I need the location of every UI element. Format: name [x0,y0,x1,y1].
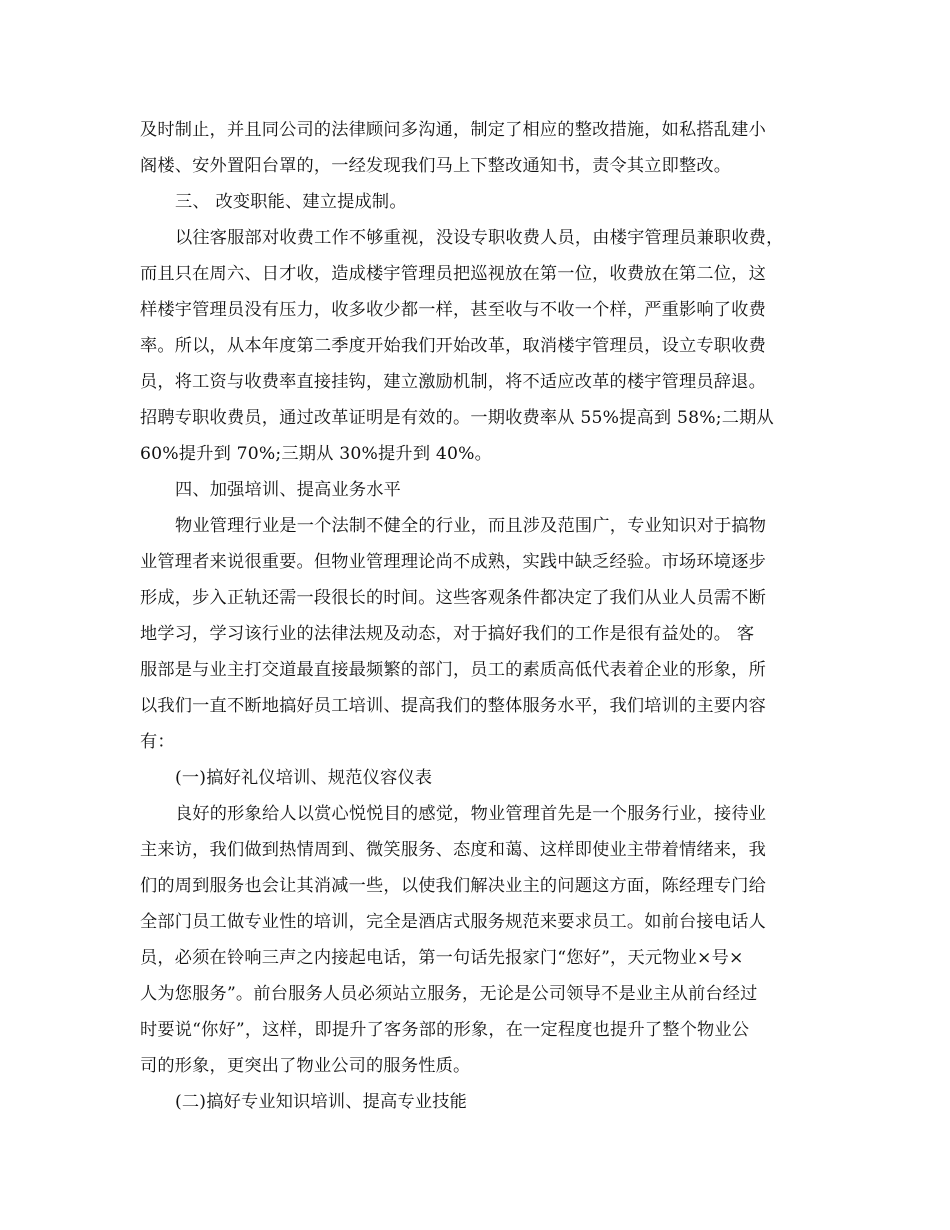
text-line: 60%提升到 70%;三期从 30%提升到 40%。 [140,444,493,464]
text-line: 主来访，我们做到热情周到、微笑服务、态度和蔼、这样即使业主带着情绪来，我 [140,840,766,860]
subsection-heading: (一)搞好礼仪培训、规范仪容仪表 [175,768,433,788]
text-line: 样楼宇管理员没有压力，收多收少都一样，甚至收与不收一个样，严重影响了收费 [140,300,766,320]
text-line: 以我们一直不断地搞好员工培训、提高我们的整体服务水平，我们培训的主要内容 [140,696,766,716]
text-line: 员，必须在铃响三声之内接起电话，第一句话先报家门“您好”，天元物业×号× [140,948,744,968]
text-line: 人为您服务”。前台服务人员必须站立服务，无论是公司领导不是业主从前台经过 [140,984,758,1004]
text-line: 以往客服部对收费工作不够重视，没设专职收费人员，由楼宇管理员兼职收费， [175,228,784,248]
text-line: 而且只在周六、日才收，造成楼宇管理员把巡视放在第一位，收费放在第二位，这 [140,264,766,284]
section-heading: 三、 改变职能、建立提成制。 [175,192,407,212]
text-line: 业管理者来说很重要。但物业管理理论尚不成熟，实践中缺乏经验。市场环境逐步 [140,552,766,572]
text-line: 有： [140,732,175,752]
text-line: 服部是与业主打交道最直接最频繁的部门，员工的素质高低代表着企业的形象，所 [140,660,766,680]
text-line: 司的形象，更突出了物业公司的服务性质。 [140,1056,471,1076]
text-line: 全部门员工做专业性的培训，完全是酒店式服务规范来要求员工。如前台接电话人 [140,912,766,932]
text-line: 阁楼、安外置阳台罩的，一经发现我们马上下整改通知书，责令其立即整改。 [140,156,732,176]
text-line: 及时制止，并且同公司的法律顾问多沟通，制定了相应的整改措施，如私搭乱建小 [140,120,766,140]
text-line: 们的周到服务也会让其消减一些，以使我们解决业主的问题这方面，陈经理专门给 [140,876,766,896]
text-line: 形成，步入正轨还需一段很长的时间。这些客观条件都决定了我们从业人员需不断 [140,588,766,608]
text-line: 良好的形象给人以赏心悦悦目的感觉，物业管理首先是一个服务行业，接待业 [175,804,767,824]
text-line: 招聘专职收费员，通过改革证明是有效的。一期收费率从 55%提高到 58%;二期从 [140,408,774,428]
text-line: 员，将工资与收费率直接挂钩，建立激励机制，将不适应改革的楼宇管理员辞退。 [140,372,766,392]
subsection-heading: (二)搞好专业知识培训、提高专业技能 [175,1092,468,1112]
section-heading: 四、加强培训、提高业务水平 [175,480,402,500]
text-line: 地学习，学习该行业的法律法规及动态，对于搞好我们的工作是很有益处的。 客 [140,624,755,644]
text-line: 时要说“你好”，这样，即提升了客务部的形象，在一定程度也提升了整个物业公 [140,1020,750,1040]
text-line: 率。所以，从本年度第二季度开始我们开始改革，取消楼宇管理员，设立专职收费 [140,336,766,356]
text-line: 物业管理行业是一个法制不健全的行业，而且涉及范围广，专业知识对于搞物 [175,516,767,536]
